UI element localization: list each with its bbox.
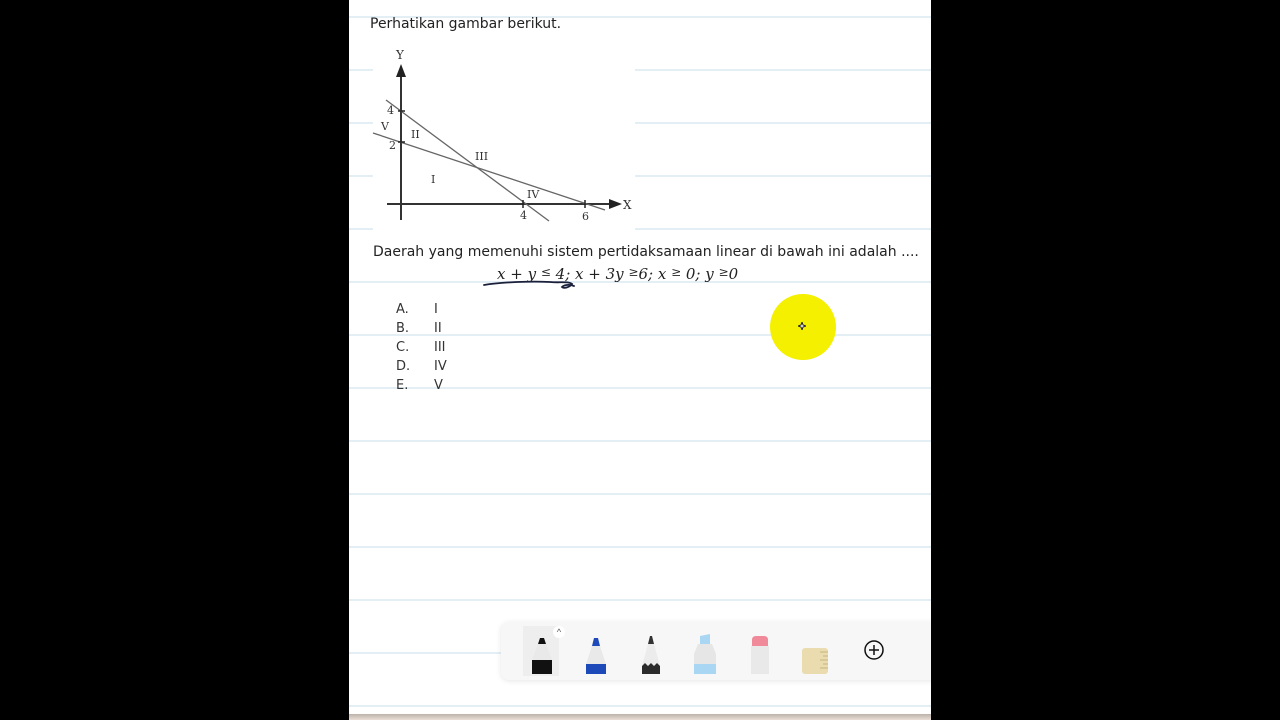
x-tick-6: 6 xyxy=(582,210,589,223)
expand-chevron-icon[interactable]: ^ xyxy=(553,626,565,638)
intro-text: Perhatikan gambar berikut. xyxy=(370,16,562,32)
ineq1-lhs: x + y xyxy=(497,265,537,283)
ineq1-operator: ≤ xyxy=(540,265,551,279)
ruled-line xyxy=(349,546,931,548)
y-tick-4: 4 xyxy=(387,104,394,117)
ink-toolbar xyxy=(501,622,931,680)
option-b: B. II xyxy=(396,321,442,336)
highlighter-icon xyxy=(688,628,722,676)
notebook-page[interactable] xyxy=(349,0,931,720)
cursor-icon xyxy=(798,322,806,330)
handwritten-underline-annotation xyxy=(482,276,582,292)
ineq2-lhs: x + 3y xyxy=(575,265,629,283)
blue-pen-icon xyxy=(579,628,613,676)
ruler-icon xyxy=(798,628,832,676)
ineq2-rhs: 6; xyxy=(638,265,658,283)
ineq3-rhs: 0; xyxy=(681,265,706,283)
ineq4-lhs: y xyxy=(705,265,719,283)
region-label-II: II xyxy=(411,128,420,141)
x-axis-label: X xyxy=(623,198,632,212)
question-text: Daerah yang memenuhi sistem pertidaksamaan linear di bawah ini adalah .... xyxy=(373,244,919,260)
region-label-I: I xyxy=(431,173,436,186)
ineq1-rhs: 4; xyxy=(550,265,576,283)
ruled-line xyxy=(349,440,931,442)
ineq4-rhs: 0 xyxy=(728,265,739,283)
eraser-tool[interactable] xyxy=(743,628,777,676)
pencil-tool[interactable] xyxy=(634,628,668,676)
highlighter-tool[interactable] xyxy=(688,628,722,676)
ruler-tool[interactable] xyxy=(798,628,832,676)
region-label-V: V xyxy=(381,120,389,133)
option-c: C. III xyxy=(396,340,446,355)
ruled-line xyxy=(349,493,931,495)
answer-options xyxy=(396,302,447,397)
inequality-graph xyxy=(349,0,931,240)
add-tool-button[interactable] xyxy=(863,639,885,661)
ineq3-operator: ≥ xyxy=(671,265,682,279)
ruled-line xyxy=(349,705,931,707)
option-e: E. V xyxy=(396,378,443,393)
ineq3-lhs: x xyxy=(657,265,672,283)
eraser-icon xyxy=(743,628,777,676)
ruled-line xyxy=(349,599,931,601)
ineq2-operator: ≥ xyxy=(628,265,639,279)
pencil-icon xyxy=(634,628,668,676)
blue-pen-tool[interactable] xyxy=(579,628,613,676)
region-label-III: III xyxy=(475,150,489,163)
x-tick-4: 4 xyxy=(520,209,527,222)
y-axis-label: Y xyxy=(396,48,404,62)
y-tick-2: 2 xyxy=(389,139,396,152)
ineq4-operator: ≥ xyxy=(718,265,729,279)
pointer-highlight xyxy=(770,294,836,360)
option-d: D. IV xyxy=(396,359,447,374)
option-a: A. I xyxy=(396,302,438,317)
region-label-IV: IV xyxy=(527,188,540,201)
page-bottom-edge xyxy=(349,714,931,720)
